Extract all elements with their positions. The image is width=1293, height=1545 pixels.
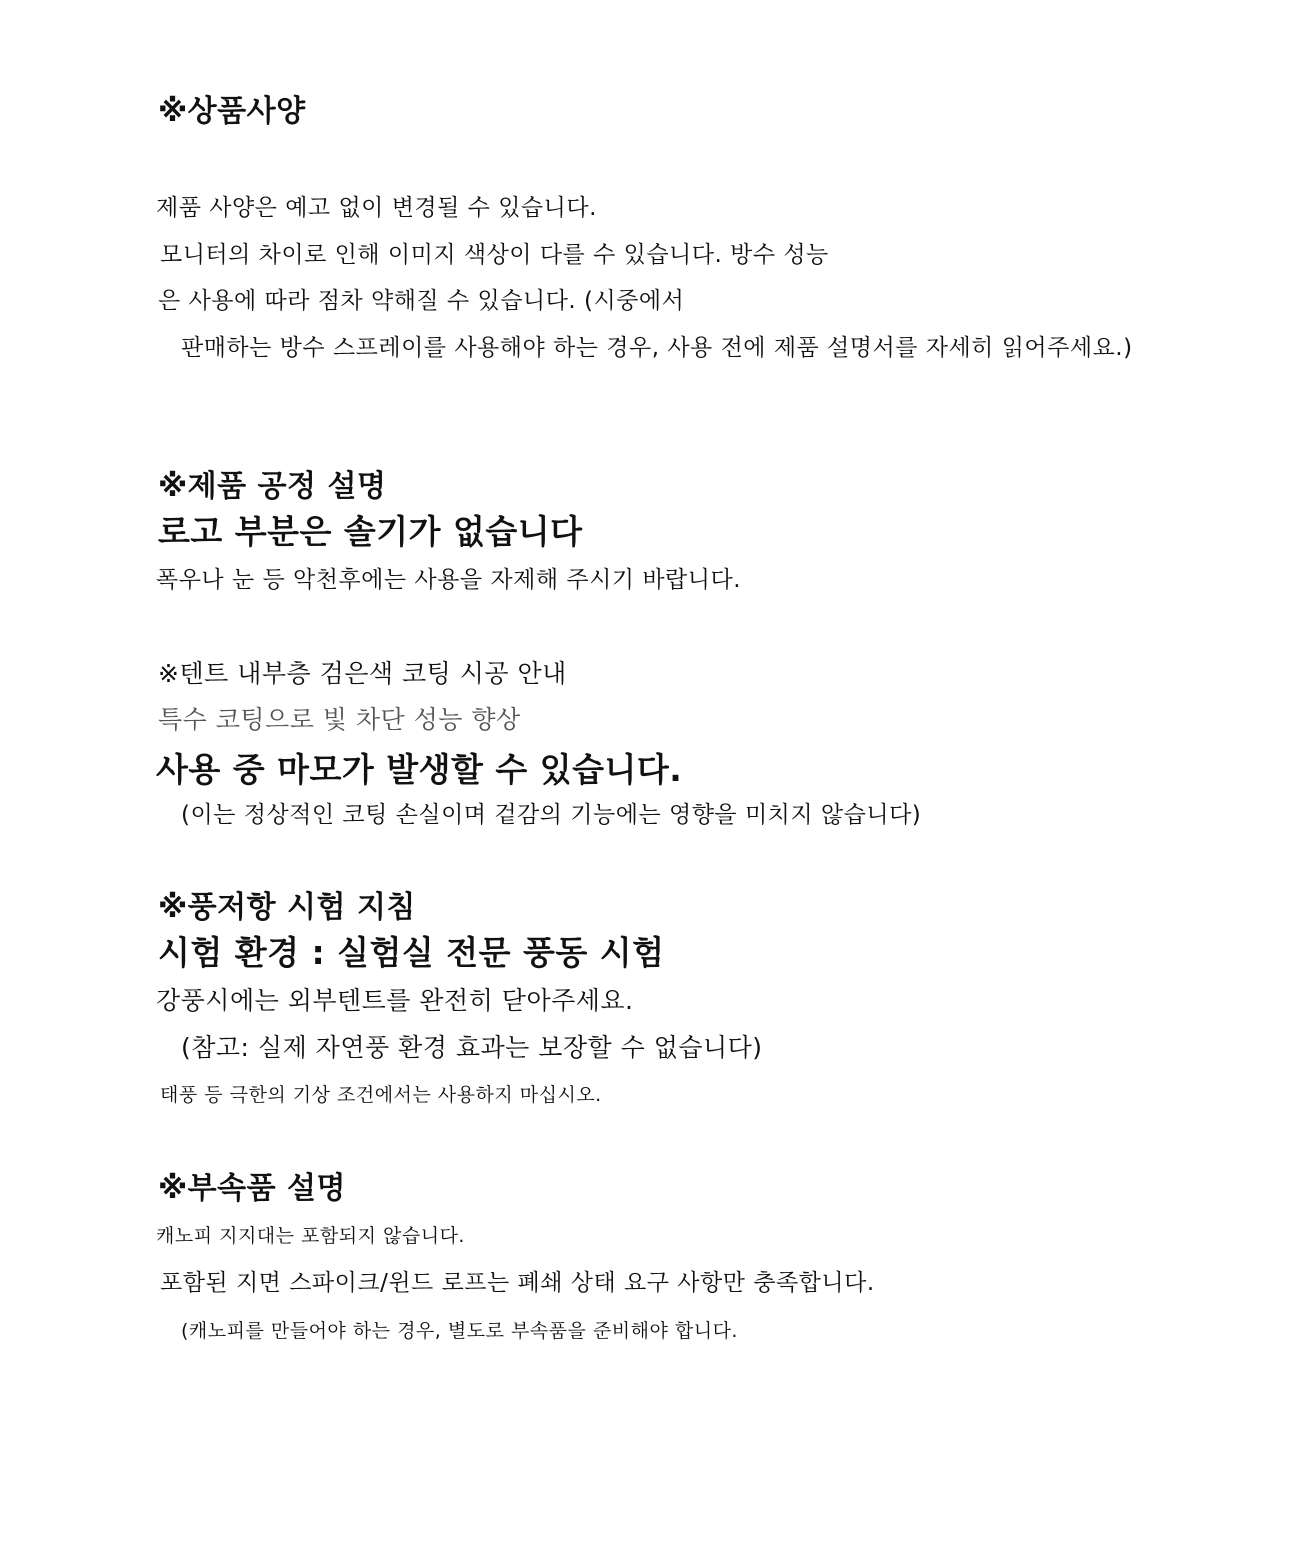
spec-heading: ※상품사양: [158, 94, 306, 129]
spec-line-2: 모니터의 차이로 인해 이미지 색상이 다를 수 있습니다. 방수 성능: [160, 242, 829, 268]
wind-line-2: 강풍시에는 외부텐트를 완전히 닫아주세요.: [156, 986, 634, 1015]
coating-heading: ※텐트 내부층 검은색 코팅 시공 안내: [158, 659, 567, 688]
process-line-2: 폭우나 눈 등 악천후에는 사용을 자제해 주시기 바랍니다.: [156, 567, 742, 593]
accessories-line-2: 포함된 지면 스파이크/윈드 로프는 폐쇄 상태 요구 사항만 충족합니다.: [160, 1270, 875, 1296]
coating-line-1: 특수 코팅으로 빛 차단 성능 향상: [158, 705, 521, 734]
wind-heading: ※풍저항 시험 지침: [158, 890, 416, 925]
coating-line-3: (이는 정상적인 코팅 손실이며 겉감의 기능에는 영향을 미치지 않습니다): [181, 802, 922, 828]
accessories-line-3: (캐노피를 만들어야 하는 경우, 별도로 부속품을 준비해야 합니다.: [181, 1320, 738, 1342]
spec-line-3: 은 사용에 따라 점차 약해질 수 있습니다. (시중에서: [158, 288, 685, 314]
process-heading: ※제품 공정 설명: [158, 469, 387, 504]
spec-line-1: 제품 사양은 예고 없이 변경될 수 있습니다.: [156, 195, 597, 221]
wind-line-3: (참고: 실제 자연풍 환경 효과는 보장할 수 없습니다): [181, 1033, 763, 1062]
coating-line-2: 사용 중 마모가 발생할 수 있습니다.: [156, 750, 683, 789]
process-line-1: 로고 부분은 솔기가 없습니다: [158, 512, 583, 551]
accessories-heading: ※부속품 설명: [158, 1171, 347, 1206]
wind-line-1: 시험 환경 : 실험실 전문 풍동 시험: [158, 933, 665, 972]
spec-line-4: 판매하는 방수 스프레이를 사용해야 하는 경우, 사용 전에 제품 설명서를 자세히 읽어주세요.): [181, 335, 1133, 361]
wind-line-4: 태풍 등 극한의 기상 조건에서는 사용하지 마십시오.: [160, 1084, 602, 1106]
accessories-line-1: 캐노피 지지대는 포함되지 않습니다.: [156, 1225, 465, 1247]
